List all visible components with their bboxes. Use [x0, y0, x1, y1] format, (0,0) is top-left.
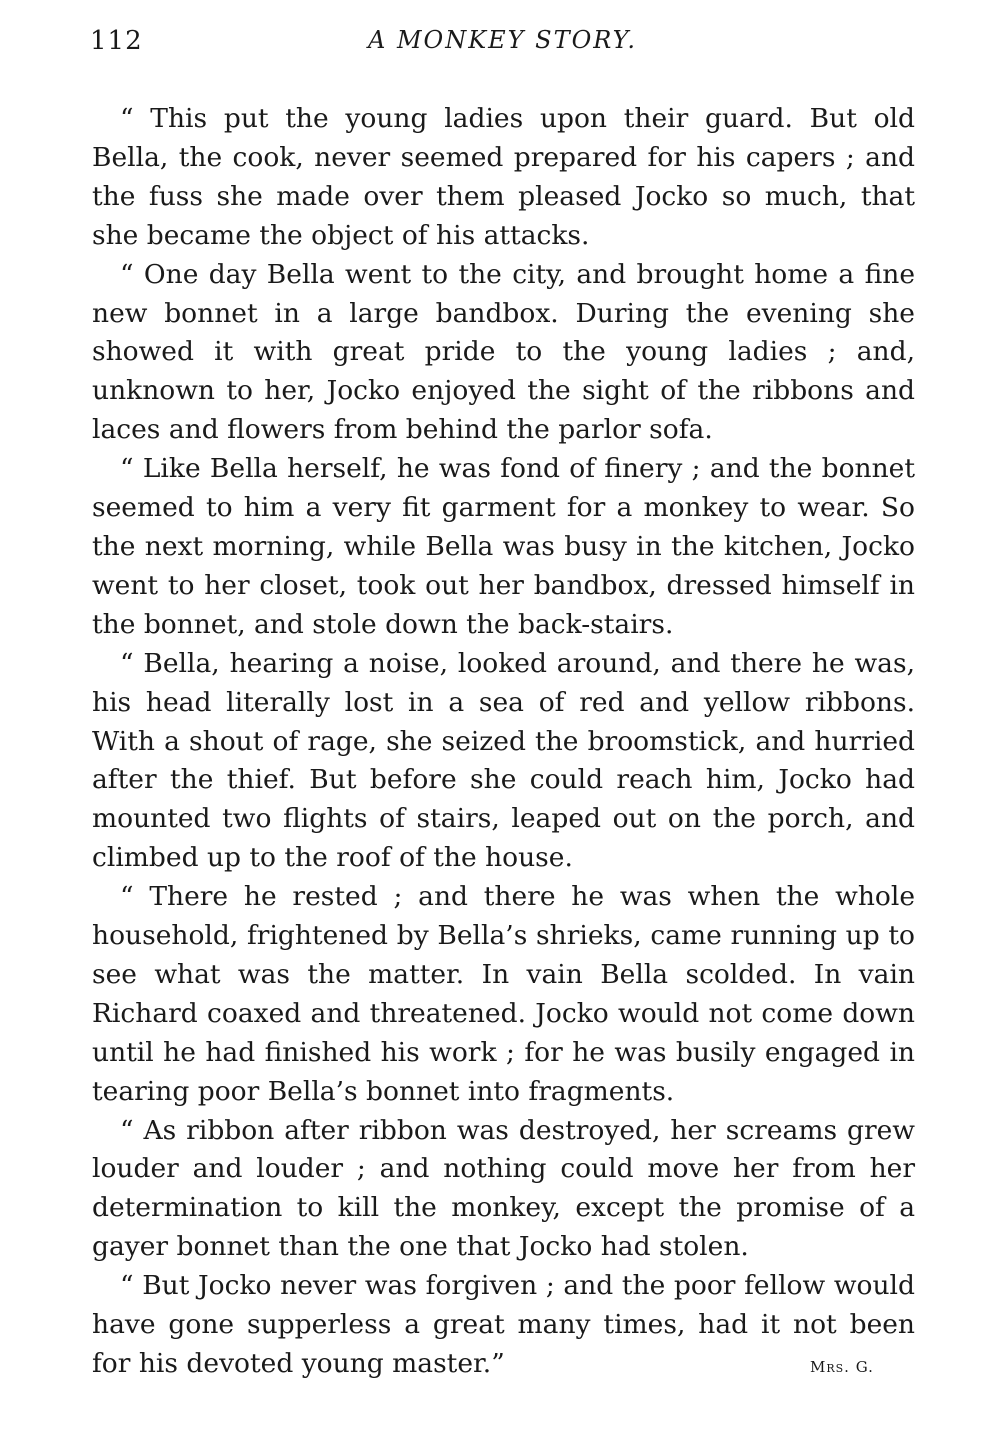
page-number: 112	[90, 26, 143, 56]
paragraph: “ As ribbon after ribbon was destroyed, her screams grew louder and louder ; and nothing could move her from her determination to kill the monkey, except the promise of a gayer bonnet than the one that Jocko had stolen.	[92, 1114, 915, 1263]
paragraph: “ This put the young ladies upon their guard. But old Bella, the cook, never seemed prepared for his capers ; and the fuss she made over them pleased Jocko so much, that she became the object of his attacks.	[92, 103, 915, 251]
paragraph: “ Like Bella herself, he was fond of finery ; and the bonnet seemed to him a very fit garment for a monkey to wear. So the next morning, while Bella was busy in the kitchen, Jocko went to her closet, took out her bandbox, dressed himself in the bonnet, and stole down the back-stairs.	[92, 453, 915, 640]
author-attribution: Mrs. G.	[810, 1358, 874, 1376]
paragraph: “ One day Bella went to the city, and brought home a fine new bonnet in a large bandbox. During the evening she showed it with great pride to the young ladies ; and, unknown to her, Jocko enjoyed the sight of the ribbons and laces and flowers from behind the parlor sofa.	[92, 258, 915, 446]
paragraph: “ There he rested ; and there he was when the whole household, frightened by Bella’s shrieks, came running up to see what was the matter. In vain Bella scolded. In vain Richard coaxed and threatened. Jocko would not come down until he had finished his work ; for he was busily engaged in tearing poor Bella’s bonnet into fragments.	[92, 881, 915, 1107]
story-text	[92, 100, 915, 1384]
paragraph: “ But Jocko never was forgiven ; and the poor fellow would have gone supperless a great many times, had it not been for his devoted young master.”	[92, 1270, 915, 1379]
page-header	[90, 26, 915, 66]
running-title: A MONKEY STORY.	[368, 26, 637, 54]
paragraph: “ Bella, hearing a noise, looked around, and there he was, his head literally lost in a sea of red and yellow ribbons. With a shout of rage, she seized the broomstick, and hurried after the thief. But before she could reach him, Jocko had mounted two flights of stairs, leaped out on the porch, and climbed up to the roof of the house.	[92, 647, 915, 874]
